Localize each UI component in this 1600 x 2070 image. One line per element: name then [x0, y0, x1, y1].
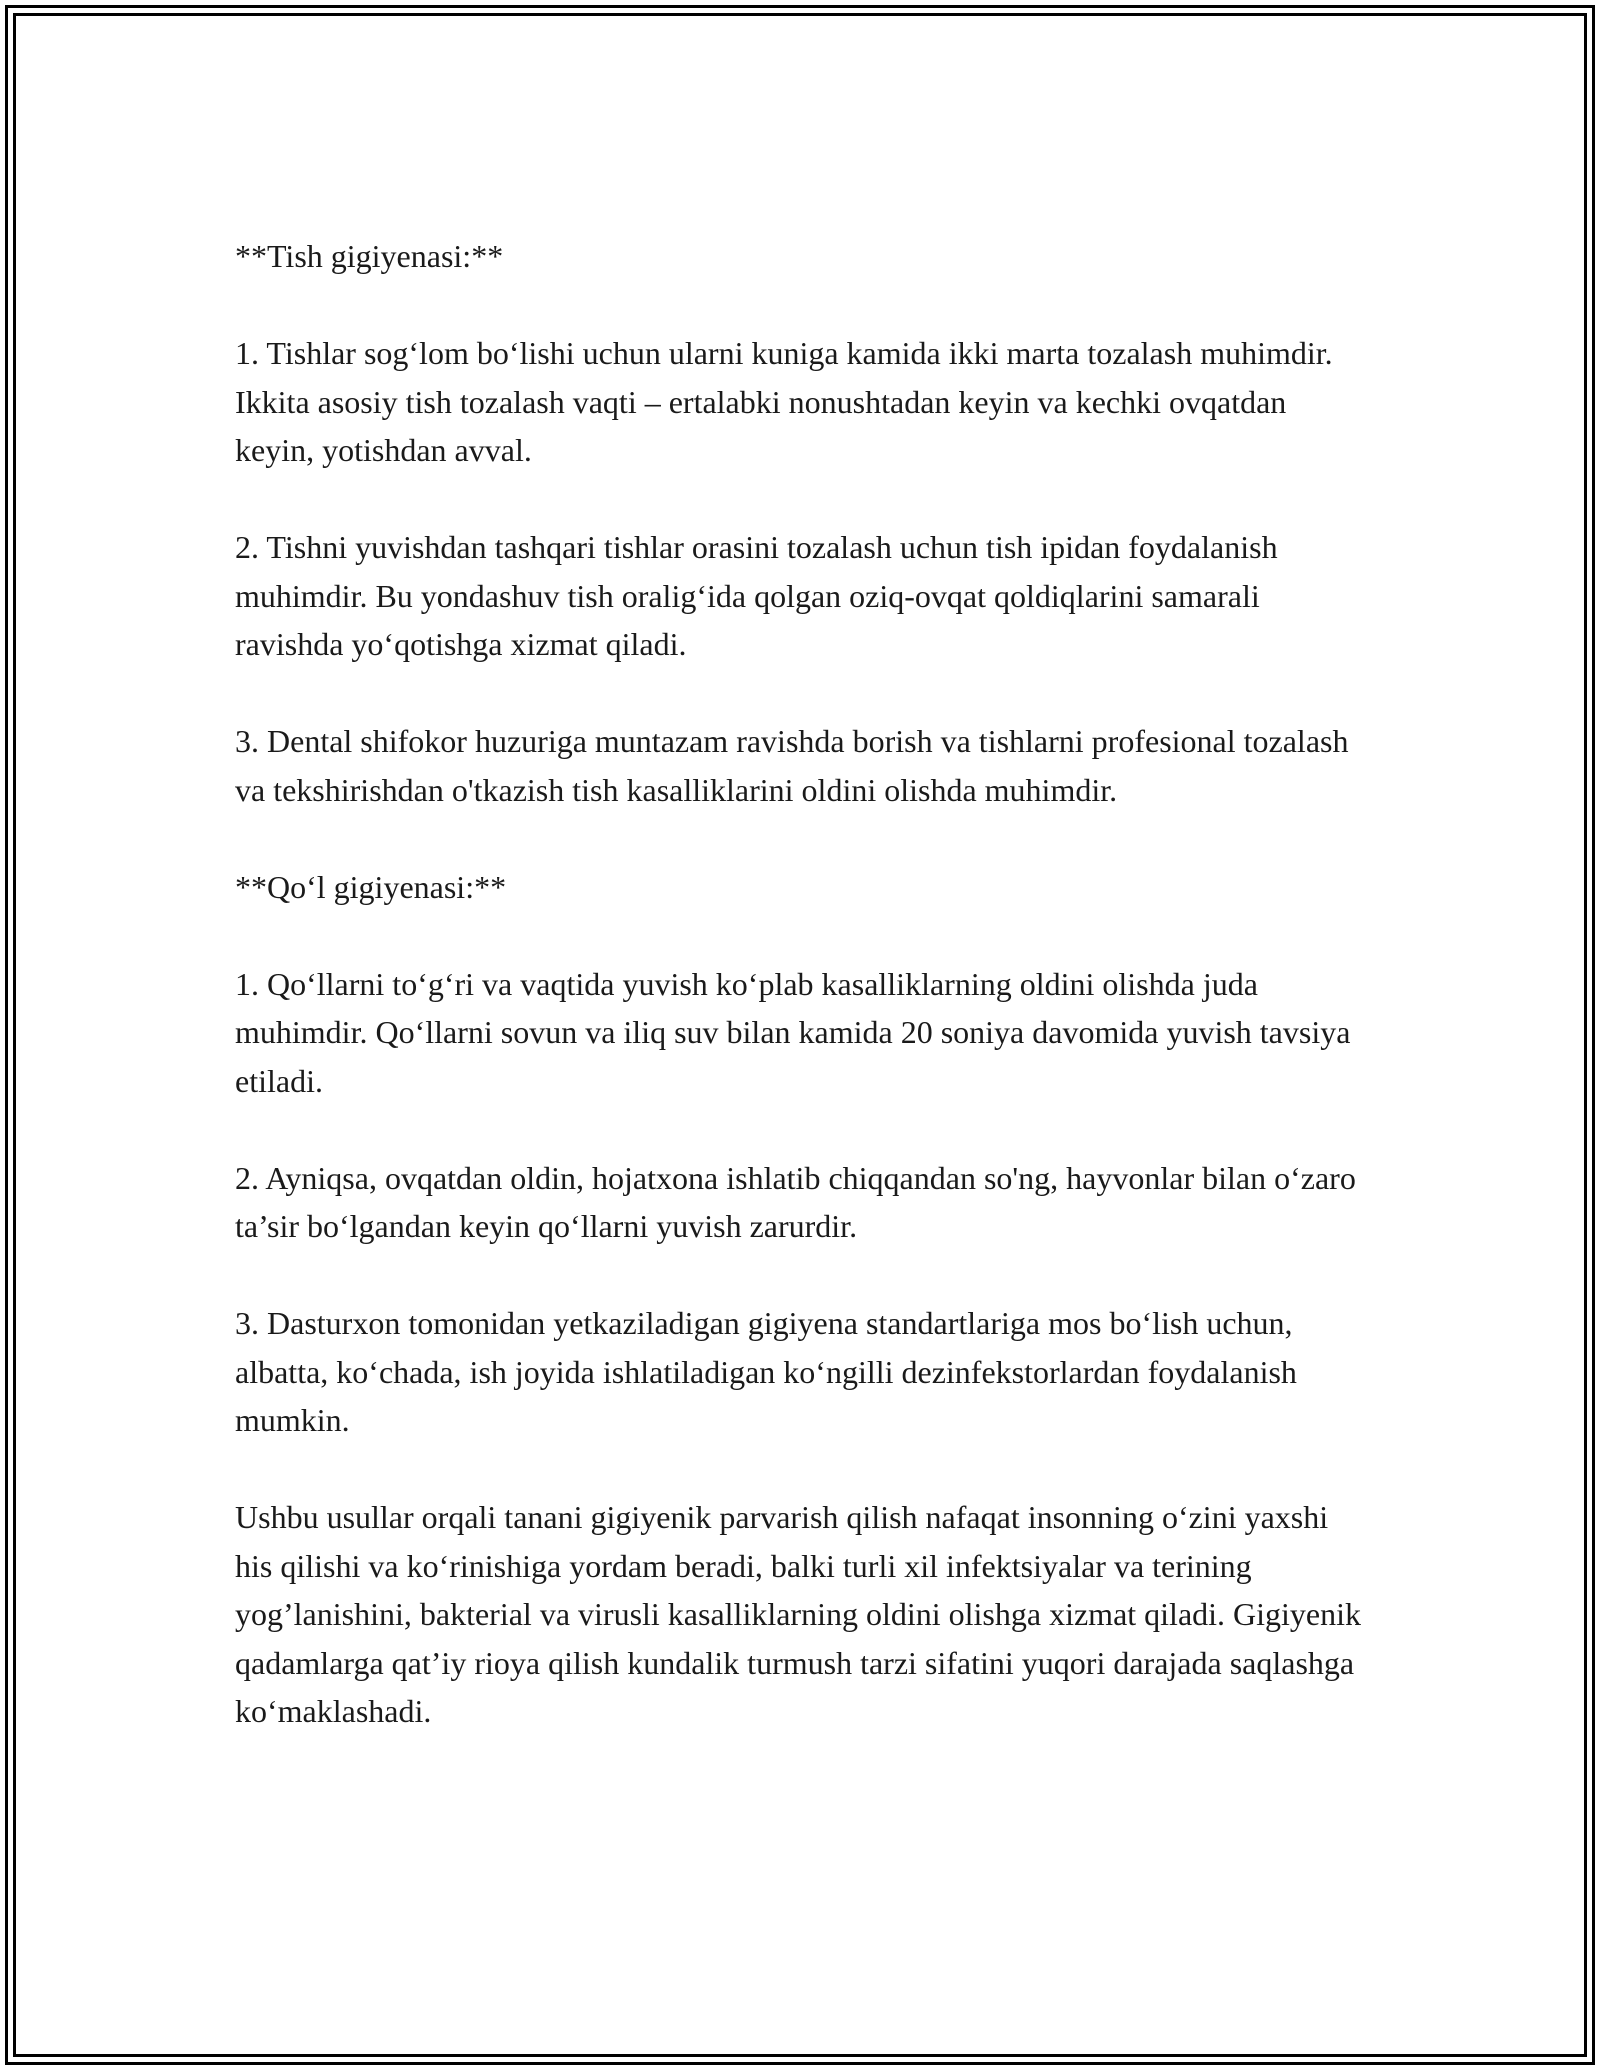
section-heading-teeth: **Tish gigiyenasi:** [235, 238, 504, 274]
hands-item-2: 2. Ayniqsa, ovqatdan oldin, hojatxona ishlatib chiqqandan so'ng, hayvonlar bilan o‘zaro ta’sir bo‘lgandan keyin qo‘llarni yuvish zarurdir. [235, 1159, 1356, 1244]
hands-item-3: 3. Dasturxon tomonidan yetkaziladigan gigiyena standartlariga mos bo‘lish uchun, albatta, ko‘chada, ish joyida ishlatiladigan ko‘ngilli dezinfekstorlardan foydalanish mumkin. [235, 1305, 1297, 1438]
section-heading-hands: **Qo‘l gigiyenasi:** [235, 868, 507, 905]
teeth-item-2: 2. Tishni yuvishdan tashqari tishlar orasini tozalash uchun tish ipidan foydalanish muhimdir. Bu yondashuv tish oralig‘ida qolgan oziq-ovqat qoldiqlarini samarali ravishda yo‘qotishga xizmat qiladi. [235, 529, 1278, 662]
document-body [235, 232, 1365, 1784]
teeth-item-3: 3. Dental shifokor huzuriga muntazam ravishda borish va tishlarni profesional tozalash va tekshirishdan o'tkazish tish kasalliklarini oldini olishda muhimdir. [235, 723, 1349, 808]
hands-item-1: 1. Qo‘llarni to‘g‘ri va vaqtida yuvish ko‘plab kasalliklarning oldini olishda juda muhimdir. Qo‘llarni sovun va iliq suv bilan kamida 20 soniya davomida yuvish tavsiya etiladi. [235, 965, 1351, 1099]
conclusion-paragraph: Ushbu usullar orqali tanani gigiyenik parvarish qilish nafaqat insonning o‘zini yaxshi his qilishi va ko‘rinishiga yordam beradi, balki turli xil infektsiyalar va terining yog’lanishini, bakterial va virusli kasalliklarning oldini olishga xizmat qiladi. Gigiyenik qadamlarga qat’iy rioya qilish kundalik turmush tarzi sifatini yuqori darajada saqlashga ko‘maklashadi. [235, 1499, 1362, 1729]
teeth-item-1: 1. Tishlar sog‘lom bo‘lishi uchun ularni kuniga kamida ikki marta tozalash muhimdir. Ikkita asosiy tish tozalash vaqti – ertalabki nonushtadan keyin va kechki ovqatdan keyin, yotishdan avval. [235, 335, 1333, 468]
